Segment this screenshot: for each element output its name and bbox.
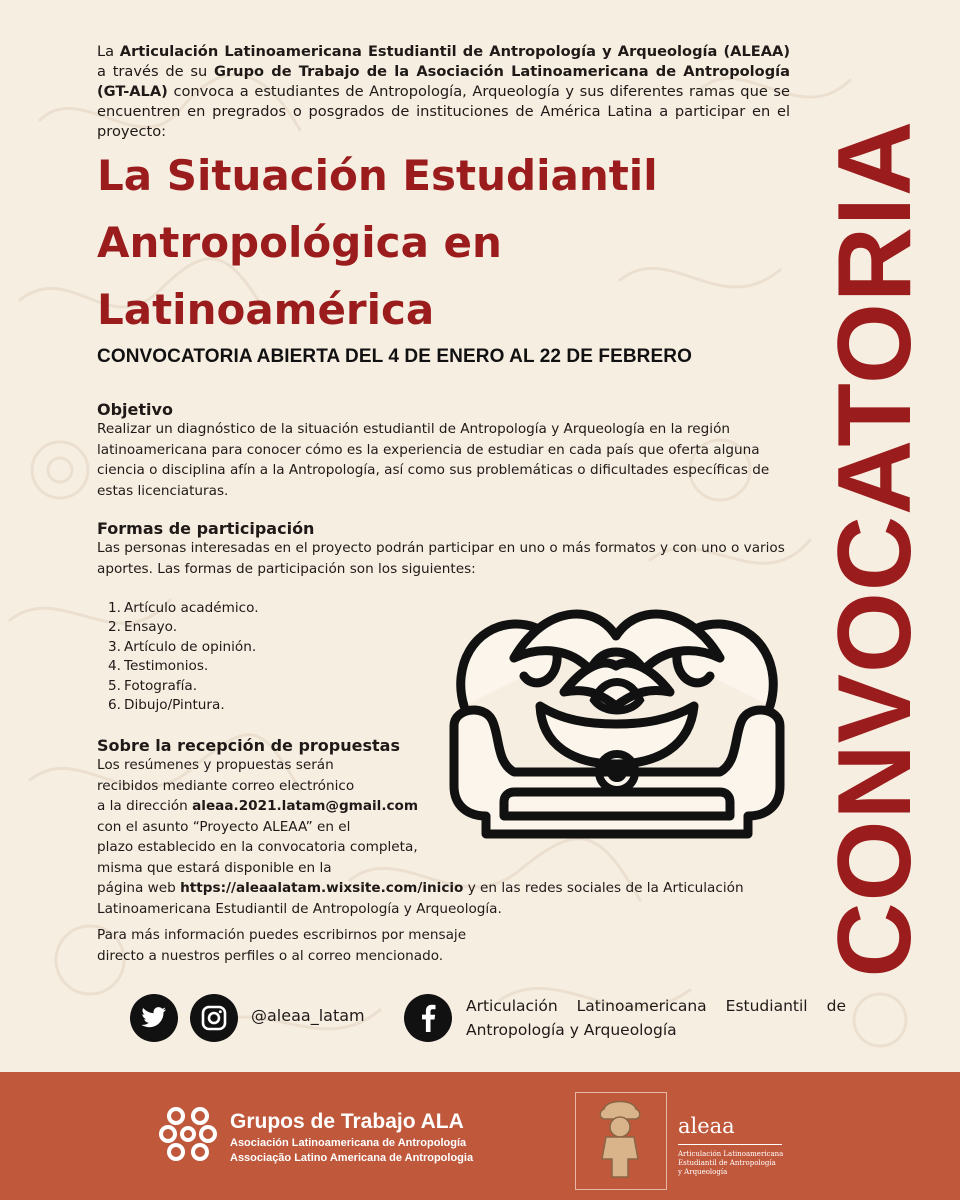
participation-list — [105, 599, 259, 715]
twitter-icon[interactable] — [130, 994, 178, 1042]
recepcion-line: plazo establecido en la convocatoria completa, — [97, 839, 418, 855]
recepcion-line: página web — [97, 880, 181, 896]
list-label: Artículo de opinión. — [124, 638, 257, 655]
list-number: 4. — [108, 658, 121, 675]
note-line: directo a nuestros perfiles o al correo mencionado. — [97, 947, 444, 964]
list-label: Testimonios. — [124, 658, 209, 675]
intro-text: La — [97, 43, 120, 60]
formas-section — [97, 519, 797, 579]
email-link[interactable]: aleaa.2021.latam@gmail.com — [192, 798, 419, 814]
title-line: Antropológica en — [97, 218, 502, 267]
aleaa-desc-line: Articulación Latinoamericana — [678, 1150, 784, 1158]
more-info-note — [97, 925, 517, 966]
list-number: 3. — [108, 638, 121, 655]
page-title — [97, 142, 777, 343]
list-label: Ensayo. — [124, 619, 178, 636]
list-label: Fotografía. — [124, 677, 198, 694]
list-item — [105, 638, 259, 657]
side-word: CONVOCATORIA — [817, 120, 933, 978]
list-number: 1. — [108, 600, 121, 616]
objetivo-heading: Objetivo — [97, 400, 173, 419]
aleaa-logo-frame — [575, 1092, 667, 1190]
intro-text: a través de su — [97, 63, 214, 80]
objetivo-section — [97, 400, 797, 501]
ala-logo-icon — [156, 1102, 220, 1166]
recepcion-line: y en las redes sociales de la Articulación — [463, 880, 744, 896]
note-line: Para más información puedes escribirnos por mensaje — [97, 927, 467, 943]
recepcion-line: Latinoamericana Estudiantil de Antropología y Arqueología. — [97, 900, 502, 917]
aleaa-name: aleaa — [678, 1114, 735, 1138]
intro-text: convoca a estudiantes de Antropología, Arqueología y sus diferentes ramas que se encuentren en pregrados o posgrados de instituciones de América Latina a participar en el proyecto: — [97, 83, 790, 140]
footer — [0, 1072, 960, 1200]
list-item — [105, 657, 259, 676]
recepcion-line: con el asunto “Proyecto ALEAA” en el — [97, 818, 351, 835]
convocatoria-side-title — [800, 118, 950, 980]
social-handle[interactable]: @aleaa_latam — [251, 1006, 365, 1025]
list-number: 6. — [108, 697, 121, 714]
formas-heading: Formas de participación — [97, 519, 315, 538]
recepcion-line: recibidos mediante correo electrónico — [97, 777, 355, 794]
list-item — [105, 677, 259, 696]
recepcion-heading: Sobre la recepción de propuestas — [97, 736, 400, 755]
glyph-illustration — [444, 596, 790, 842]
list-number: 2. — [108, 619, 121, 636]
recepcion-line: a la dirección — [97, 798, 193, 814]
call-dates: CONVOCATORIA ABIERTA DEL 4 DE ENERO AL 22 DE FEBRERO — [97, 346, 692, 367]
intro-group-name: Grupo de Trabajo de la Asociación Latinoamericana de Antropología (GT-ALA) — [97, 63, 790, 100]
aleaa-desc-line: y Arqueología — [678, 1168, 728, 1176]
intro-org-name: Articulación Latinoamericana Estudiantil de Antropología y Arqueología (ALEAA) — [119, 43, 791, 60]
figurine-icon — [576, 1093, 664, 1187]
aleaa-desc-line: Estudiantil de Antropología — [678, 1159, 776, 1167]
website-link[interactable]: https://aleaalatam.wixsite.com/inicio — [180, 880, 464, 896]
aleaa-description — [678, 1150, 788, 1177]
recepcion-line: Los resúmenes y propuestas serán — [97, 757, 334, 773]
intro-paragraph — [97, 42, 790, 142]
list-item — [105, 618, 259, 637]
title-line: Latinoamérica — [97, 285, 435, 334]
title-line: La Situación Estudiantil — [97, 151, 658, 200]
facebook-icon[interactable] — [404, 994, 452, 1042]
objetivo-text: Realizar un diagnóstico de la situación estudiantil de Antropología y Arqueología en la región latinoamericana para conocer cómo es la experiencia de estudiar en cada país que oferta alguna ciencia o disciplina afín a la Antropología, así como sus problemáticas o dificultades específicas de estas licenciaturas. — [97, 421, 770, 499]
list-number: 5. — [108, 677, 121, 694]
ala-subtitle-es: Asociación Latinoamericana de Antropología — [230, 1137, 467, 1149]
list-label: Dibujo/Pintura. — [124, 697, 225, 714]
ala-subtitle-pt: Associação Latino Americana de Antropologia — [230, 1152, 474, 1164]
formas-text: Las personas interesadas en el proyecto podrán participar en uno o más formatos y con uno o varios aportes. Las formas de participación son los siguientes: — [97, 540, 785, 577]
recepcion-line: misma que estará disponible en la — [97, 859, 332, 876]
instagram-icon[interactable] — [190, 994, 238, 1042]
ala-title: Grupos de Trabajo ALA — [230, 1110, 464, 1133]
list-label: Artículo académico. — [124, 600, 259, 616]
list-item — [105, 696, 259, 715]
list-item — [105, 599, 259, 618]
aleaa-divider — [678, 1144, 782, 1145]
facebook-page-name[interactable]: Articulación Latinoamericana Estudiantil de Antropología y Arqueología — [466, 997, 846, 1039]
social-bar — [130, 992, 850, 1042]
